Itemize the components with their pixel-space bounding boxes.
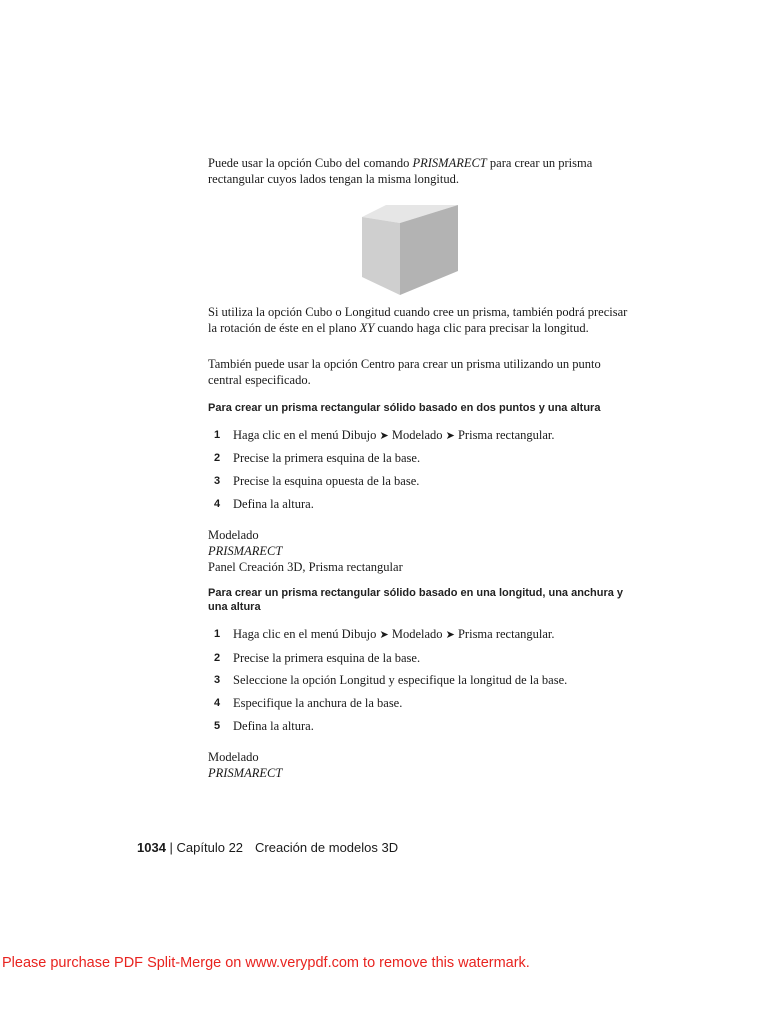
step-text: Especifique la anchura de la base. xyxy=(233,696,403,710)
section2-reference xyxy=(208,749,628,781)
ref-command: PRISMARECT xyxy=(208,766,283,780)
section2-step-2 xyxy=(214,650,634,666)
ref-command: PRISMARECT xyxy=(208,544,283,558)
step-number: 2 xyxy=(214,652,221,664)
ref-menu: Modelado xyxy=(208,750,259,764)
page-number: 1034 xyxy=(137,840,166,855)
arrow-right-icon: ➤ xyxy=(379,629,389,641)
rotation-paragraph xyxy=(208,304,628,336)
step-number: 1 xyxy=(214,429,221,441)
section1-heading: Para crear un prisma rectangular sólido basado en dos puntos y una altura xyxy=(208,402,601,414)
section2-step-1 xyxy=(214,626,634,642)
step-text: Precise la primera esquina de la base. xyxy=(233,651,421,665)
step-number: 3 xyxy=(214,674,221,686)
ref-panel: Panel Creación 3D, Prisma rectangular xyxy=(208,560,403,574)
para2-text-before: Si utiliza la opción Cubo o Longitud cuando cree un prisma, también podrá precisar la rotación de éste en el plano xyxy=(208,305,628,335)
step-text: Seleccione la opción Longitud y especifique la longitud de la base. xyxy=(233,673,568,687)
arrow-right-icon: ➤ xyxy=(445,629,455,641)
step-text: Haga clic en el menú Dibujo ➤ Modelado ➤ Prisma rectangular. xyxy=(233,428,555,442)
ref-menu: Modelado xyxy=(208,528,259,542)
arrow-right-icon: ➤ xyxy=(445,430,455,442)
chapter-label: Capítulo 22 xyxy=(176,840,244,855)
step-text: Precise la esquina opuesta de la base. xyxy=(233,474,420,488)
intro-text-after: para crear un prisma rectangular cuyos lados tengan la misma longitud. xyxy=(208,156,593,186)
section2-step-4 xyxy=(214,695,634,711)
step-number: 1 xyxy=(214,628,221,640)
cube-left-face xyxy=(362,217,400,295)
section1-step-1 xyxy=(214,427,634,443)
section1-step-4 xyxy=(214,496,634,512)
arrow-right-icon: ➤ xyxy=(379,430,389,442)
plane-name: XY xyxy=(359,321,375,335)
step-text: Precise la primera esquina de la base. xyxy=(233,451,421,465)
step-number: 4 xyxy=(214,697,221,709)
cube-icon xyxy=(360,205,460,295)
watermark-text: Please purchase PDF Split-Merge on www.verypdf.com to remove this watermark. xyxy=(2,955,530,971)
section2-step-3 xyxy=(214,672,634,688)
section2-heading: Para crear un prisma rectangular sólido basado en una longitud, una anchura y una altura xyxy=(208,587,624,613)
step-number: 2 xyxy=(214,452,221,464)
chapter-title: Creación de modelos 3D xyxy=(255,840,399,855)
step-number: 3 xyxy=(214,475,221,487)
section1-reference xyxy=(208,527,628,575)
intro-paragraph xyxy=(208,155,628,187)
command-name: PRISMARECT xyxy=(412,156,487,170)
intro-text-before: Puede usar la opción Cubo del comando xyxy=(208,156,413,170)
center-option-paragraph: También puede usar la opción Centro para crear un prisma utilizando un punto central especificado. xyxy=(208,357,601,387)
page-footer xyxy=(137,839,398,857)
section1-step-2 xyxy=(214,450,634,466)
step-text: Defina la altura. xyxy=(233,719,314,733)
para2-text-after: cuando haga clic para precisar la longitud. xyxy=(374,321,589,335)
section1-step-3 xyxy=(214,473,634,489)
step-text: Haga clic en el menú Dibujo ➤ Modelado ➤ Prisma rectangular. xyxy=(233,627,555,641)
step-text: Defina la altura. xyxy=(233,497,314,511)
step-number: 5 xyxy=(214,720,221,732)
footer-separator: | xyxy=(165,840,177,855)
section2-step-5 xyxy=(214,718,634,734)
step-number: 4 xyxy=(214,498,221,510)
